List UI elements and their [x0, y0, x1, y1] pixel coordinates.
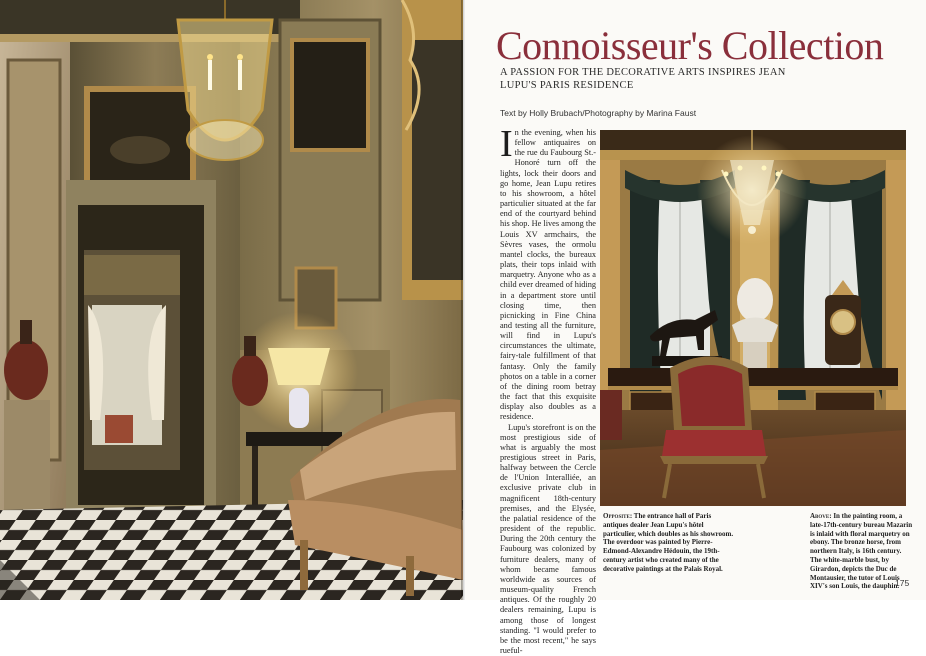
- caption-opposite: [603, 512, 737, 574]
- page-number: 175: [895, 578, 910, 588]
- article-body: [500, 123, 596, 655]
- drop-cap: I: [500, 123, 513, 165]
- right-page: [465, 0, 926, 655]
- caption-above-lead: Above:: [810, 512, 832, 520]
- article-byline: Text by Holly Brubach/Photography by Marina Faust: [500, 108, 697, 118]
- body-paragraph-2: Lupu's storefront is on the most prestigious side of what is arguably the most prestigious street in Paris, halfway between the Cercle de l'Union Interalliée, an exclusive private club in magnificent 18th-century premises, and the Elysée, the palatial residence of the president of the republic. During the 20th century the Faubourg was colonized by furniture dealers, many of whom became famous worldwide as sources of museum-quality French antiques. Of the roughly 20 dealers remaining, Lupu is among those of longest standing. "I would prefer to be the most recent," he says rueful-: [500, 422, 596, 655]
- article-subtitle: A PASSION FOR THE DECORATIVE ARTS INSPIRES JEAN LUPU'S PARIS RESIDENCE: [500, 67, 786, 91]
- body-paragraph-1-text: n the evening, when his fellow antiquaires on the rue du Faubourg St.-Honoré turn off the lights, lock their doors and go home, Jean Lupu retires to his showroom, a hôtel particulier situated at the far end of the courtyard behind his shop. He lives among the Louis XV armchairs, the Sèvres vases, the ormolu mantel clocks, the bureaux plats, their tops inlaid with marquetry. Anyone who as a child ever dreamed of hiding in a department store until closing time, then picnicking in Fine China and testing all the furniture, will find in Lupu's circumstances the ultimate, fairy-tale fulfillment of that fantasy. Only the family photos on a table in a corner of the dining room betray the fact that this exquisite display also doubles as a residence.: [500, 128, 596, 422]
- entrance-hall-photo: [0, 0, 463, 600]
- caption-opposite-text: The entrance hall of Paris antiques dealer Jean Lupu's hôtel particulier, which doubles as his showroom. The overdoor was painted by Pierre-Edmond-Alexandre Hédouin, the 19th-century artist who created many of the decorative paintings at the Palais Royal.: [603, 512, 734, 573]
- caption-above-text: In the painting room, a late-17th-century bureau Mazarin is inlaid with floral marquetry on ebony. The bronze horse, from northern Italy, is 16th century. The white-marble bust, by Girardon, depicts the Duc de Montausier, the tutor of Louis XIV's son Louis, the dauphin.: [810, 512, 913, 591]
- caption-opposite-lead: Opposite:: [603, 512, 633, 520]
- article-title: Connoisseur's Collection: [496, 23, 884, 68]
- painting-room-photo: [600, 130, 906, 506]
- body-paragraph-1: [500, 123, 596, 423]
